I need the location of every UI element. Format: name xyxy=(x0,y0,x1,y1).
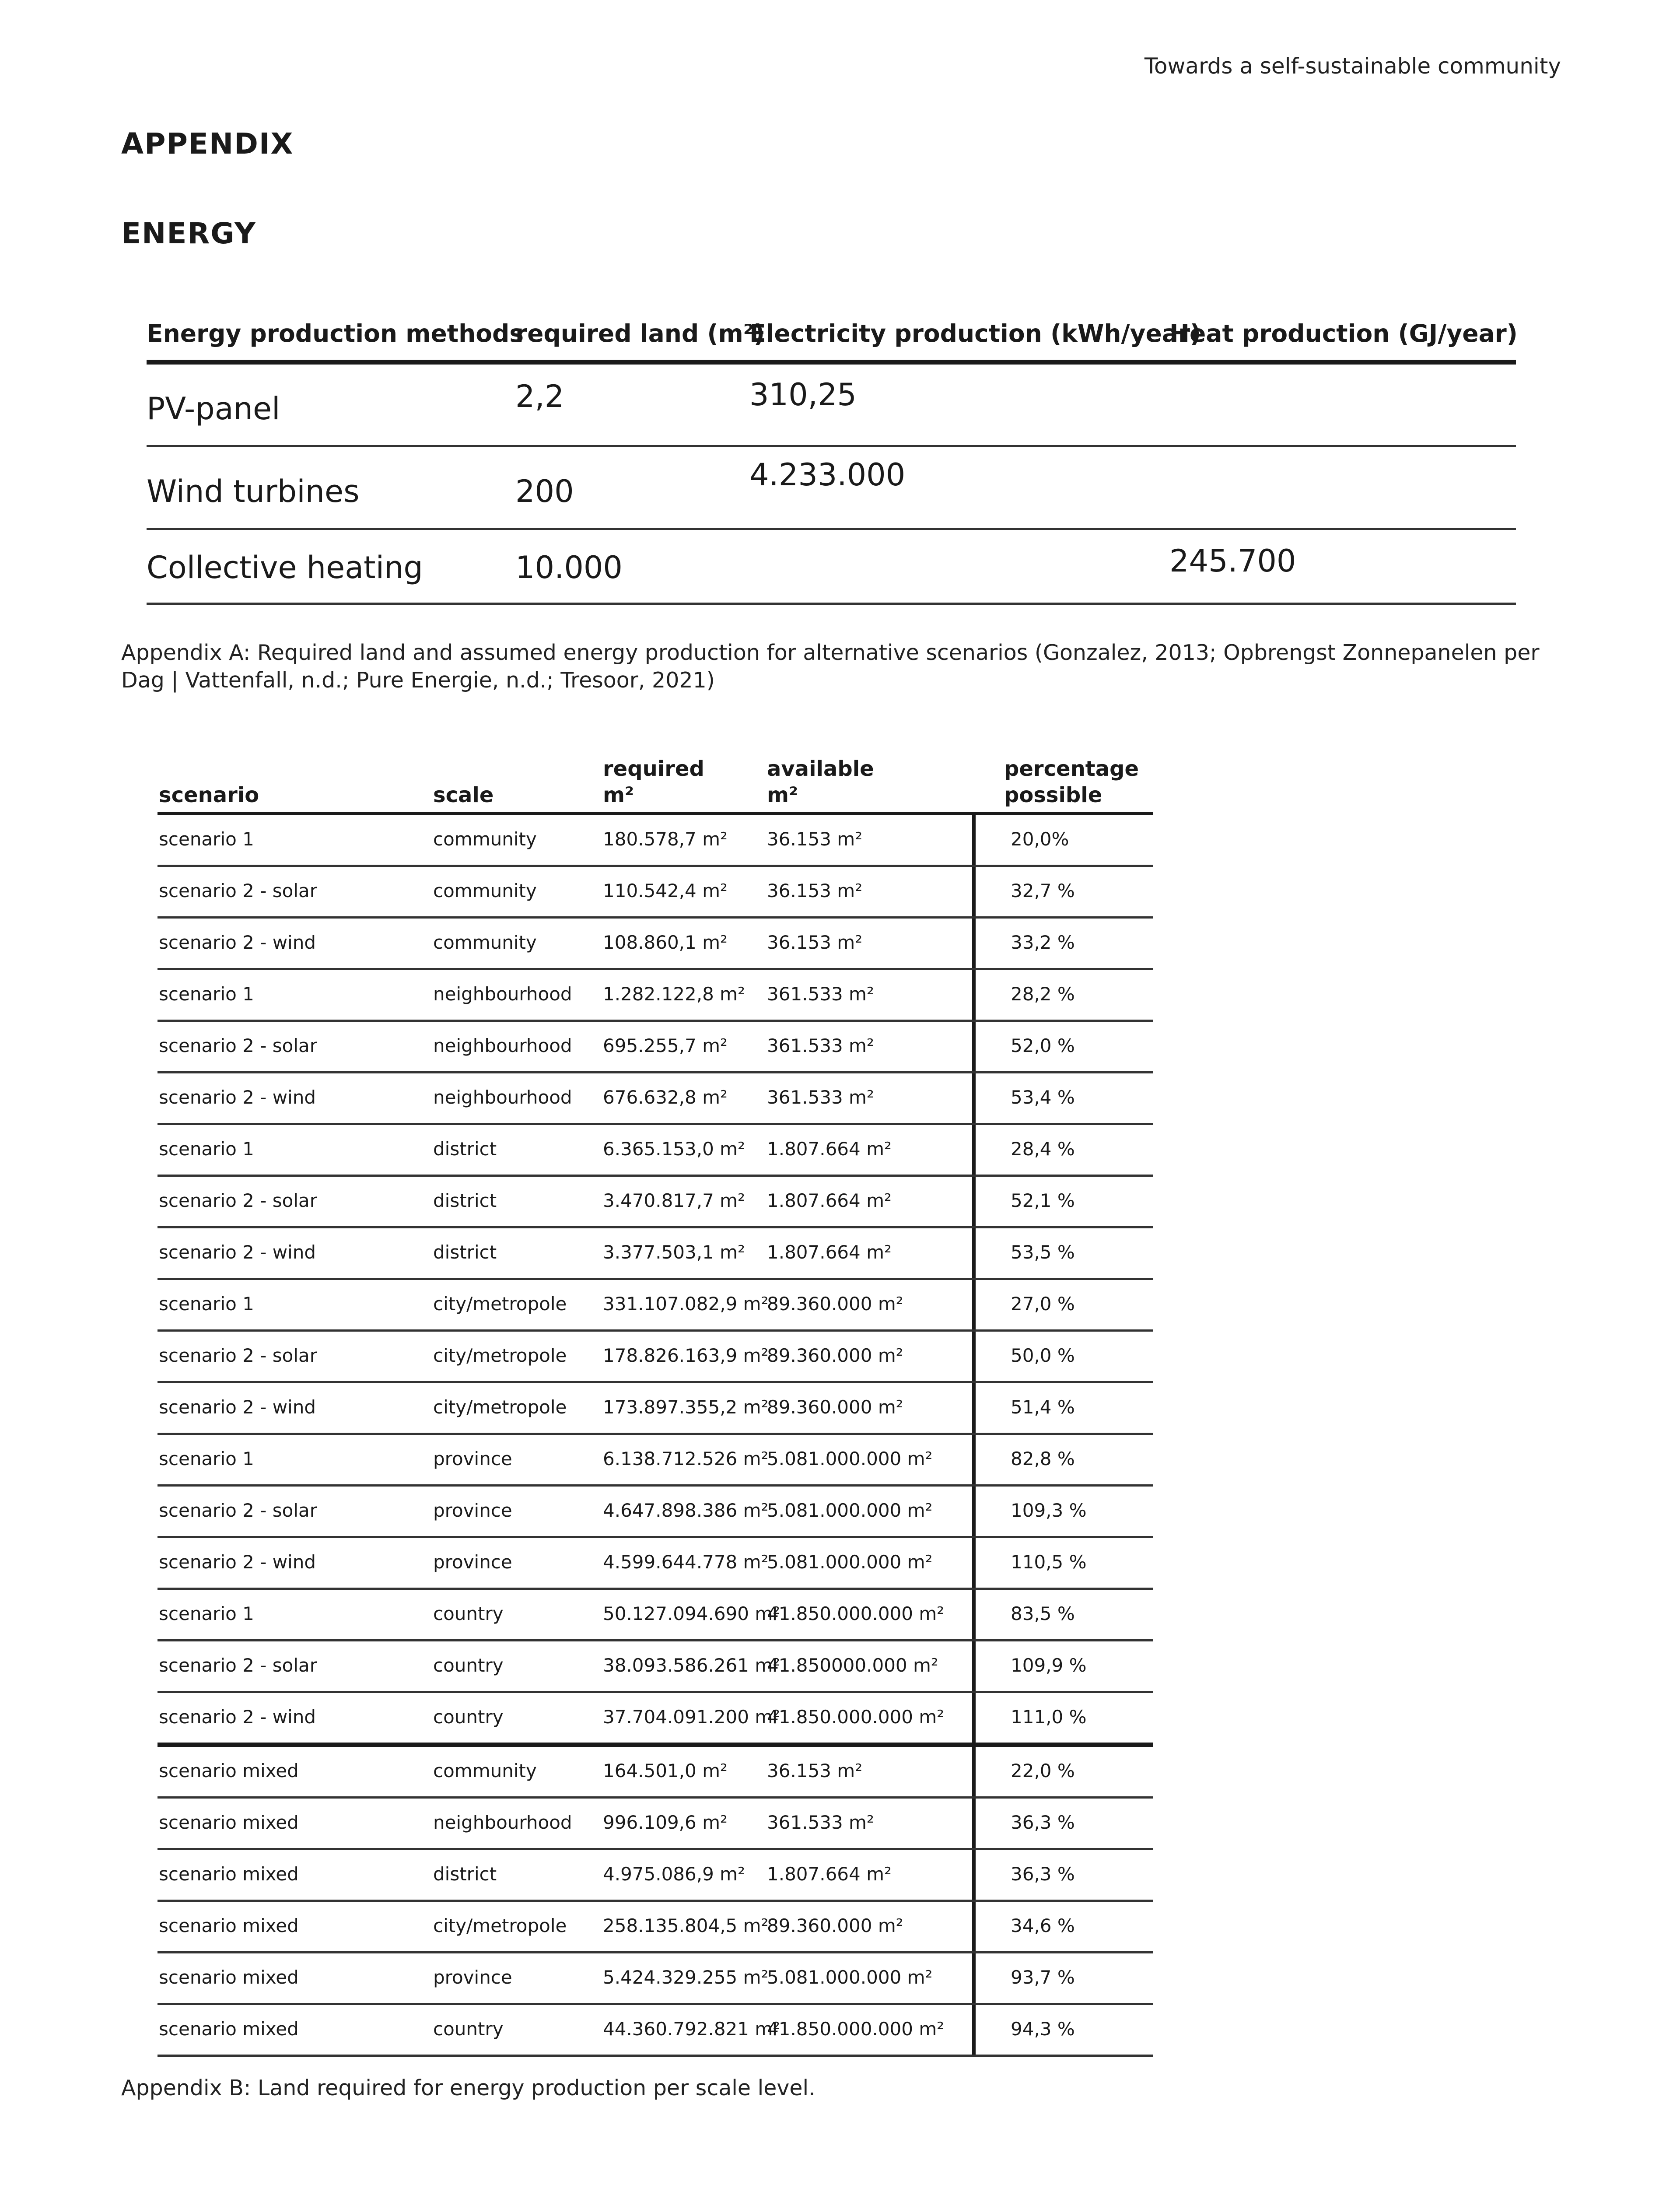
header-heat: Heat production (GJ/year) xyxy=(1169,319,1518,347)
cell-method: Collective heating xyxy=(147,550,423,586)
cell-percentage: 28,4 % xyxy=(1011,1138,1075,1160)
heading-energy: ENERGY xyxy=(121,217,256,250)
energy-production-table xyxy=(147,315,1516,605)
cell-required: 110.542,4 m² xyxy=(603,880,728,901)
cell-required: 180.578,7 m² xyxy=(603,828,728,850)
cell-scale: city/metropole xyxy=(433,1915,567,1936)
table-row xyxy=(158,1073,1153,1125)
cell-required: 6.365.153,0 m² xyxy=(603,1138,745,1160)
cell-available: 1.807.664 m² xyxy=(767,1190,892,1211)
table-row xyxy=(158,1953,1153,2005)
cell-required: 38.093.586.261 m² xyxy=(603,1655,780,1676)
table-row xyxy=(158,1487,1153,1538)
cell-available: 89.360.000 m² xyxy=(767,1345,903,1366)
cell-required: 258.135.804,5 m² xyxy=(603,1915,769,1936)
table-row xyxy=(158,1280,1153,1332)
table-row xyxy=(158,970,1153,1022)
cell-required: 331.107.082,9 m² xyxy=(603,1293,769,1315)
cell-land: 10.000 xyxy=(515,550,623,586)
cell-scenario: scenario 1 xyxy=(159,1603,254,1624)
cell-scenario: scenario 2 - solar xyxy=(159,1345,317,1366)
table-row xyxy=(147,365,1516,447)
table-row xyxy=(158,1590,1153,1641)
cell-scale: country xyxy=(433,2018,504,2040)
cell-required: 4.647.898.386 m² xyxy=(603,1500,769,1521)
caption-appendix-a: Appendix A: Required land and assumed energy production for alternative scenarios (Gonzalez, 2013; Opbrengst Zonnepanelen per Dag | Vattenfall, n.d.; Pure Energie, n.d.; Tresoor, 2021) xyxy=(121,640,1540,693)
cell-percentage: 93,7 % xyxy=(1011,1967,1075,1988)
cell-available: 5.081.000.000 m² xyxy=(767,1500,933,1521)
cell-scenario: scenario mixed xyxy=(159,2018,299,2040)
cell-scenario: scenario mixed xyxy=(159,1915,299,1936)
cell-scale: district xyxy=(433,1863,497,1885)
cell-scenario: scenario 2 - solar xyxy=(159,880,317,901)
land-required-table xyxy=(158,753,1153,2057)
cell-land: 2,2 xyxy=(515,379,564,414)
cell-method: PV-panel xyxy=(147,391,280,427)
cell-scenario: scenario 1 xyxy=(159,983,254,1005)
table-row xyxy=(158,1177,1153,1228)
cell-percentage: 109,9 % xyxy=(1011,1655,1087,1676)
cell-available: 41.850.000.000 m² xyxy=(767,2018,945,2040)
cell-scale: district xyxy=(433,1190,497,1211)
cell-available: 1.807.664 m² xyxy=(767,1138,892,1160)
cell-percentage: 52,1 % xyxy=(1011,1190,1075,1211)
header-method: Energy production methods xyxy=(147,319,524,347)
cell-percentage: 111,0 % xyxy=(1011,1706,1087,1728)
cell-percentage: 51,4 % xyxy=(1011,1396,1075,1418)
cell-available: 41.850000.000 m² xyxy=(767,1655,938,1676)
cell-scenario: scenario 2 - wind xyxy=(159,932,316,953)
cell-available: 361.533 m² xyxy=(767,1087,874,1108)
cell-available: 5.081.000.000 m² xyxy=(767,1551,933,1573)
header-required xyxy=(603,756,704,808)
table-row xyxy=(158,1641,1153,1693)
cell-available: 41.850.000.000 m² xyxy=(767,1603,945,1624)
cell-available: 89.360.000 m² xyxy=(767,1915,903,1936)
table-row xyxy=(158,1693,1153,1747)
cell-scale: country xyxy=(433,1655,504,1676)
cell-electricity: 4.233.000 xyxy=(749,457,906,493)
table-row xyxy=(158,1022,1153,1073)
header-required-line2: m² xyxy=(603,783,634,807)
header-available-line1: available xyxy=(767,757,874,781)
cell-percentage: 52,0 % xyxy=(1011,1035,1075,1056)
cell-available: 361.533 m² xyxy=(767,983,874,1005)
cell-required: 50.127.094.690 m² xyxy=(603,1603,780,1624)
table-row xyxy=(158,1538,1153,1590)
cell-scenario: scenario 2 - wind xyxy=(159,1396,316,1418)
cell-scale: city/metropole xyxy=(433,1396,567,1418)
cell-scale: community xyxy=(433,932,537,953)
cell-percentage: 36,3 % xyxy=(1011,1863,1075,1885)
table-row xyxy=(158,1383,1153,1435)
cell-available: 5.081.000.000 m² xyxy=(767,1967,933,1988)
cell-land: 200 xyxy=(515,473,574,509)
cell-percentage: 50,0 % xyxy=(1011,1345,1075,1366)
cell-percentage: 109,3 % xyxy=(1011,1500,1087,1521)
cell-required: 4.599.644.778 m² xyxy=(603,1551,769,1573)
cell-available: 41.850.000.000 m² xyxy=(767,1706,945,1728)
cell-required: 6.138.712.526 m² xyxy=(603,1448,769,1469)
cell-percentage: 27,0 % xyxy=(1011,1293,1075,1315)
cell-scenario: scenario 2 - wind xyxy=(159,1087,316,1108)
cell-scale: district xyxy=(433,1241,497,1263)
running-header: Towards a self-sustainable community xyxy=(1144,53,1561,79)
cell-scale: province xyxy=(433,1500,512,1521)
cell-scale: community xyxy=(433,880,537,901)
cell-scenario: scenario 1 xyxy=(159,828,254,850)
cell-required: 178.826.163,9 m² xyxy=(603,1345,769,1366)
header-electricity: Electricity production (kWh/year) xyxy=(749,319,1201,347)
table-row xyxy=(158,2005,1153,2057)
table-header xyxy=(158,753,1153,815)
table-row xyxy=(158,867,1153,919)
caption-appendix-b: Appendix B: Land required for energy production per scale level. xyxy=(121,2076,816,2100)
cell-scale: province xyxy=(433,1967,512,1988)
table-body xyxy=(158,815,1153,2057)
cell-percentage: 34,6 % xyxy=(1011,1915,1075,1936)
cell-required: 173.897.355,2 m² xyxy=(603,1396,769,1418)
cell-required: 1.282.122,8 m² xyxy=(603,983,745,1005)
table-row xyxy=(158,1747,1153,1799)
cell-scale: district xyxy=(433,1138,497,1160)
cell-required: 164.501,0 m² xyxy=(603,1760,728,1781)
header-scenario: scenario xyxy=(159,783,259,807)
cell-required: 695.255,7 m² xyxy=(603,1035,728,1056)
cell-required: 37.704.091.200 m² xyxy=(603,1706,780,1728)
cell-available: 89.360.000 m² xyxy=(767,1293,903,1315)
table-row xyxy=(158,1799,1153,1850)
table-row xyxy=(158,1332,1153,1383)
cell-scenario: scenario 2 - solar xyxy=(159,1035,317,1056)
cell-scale: neighbourhood xyxy=(433,1087,572,1108)
cell-percentage: 20,0% xyxy=(1011,828,1069,850)
cell-scale: community xyxy=(433,1760,537,1781)
table-row xyxy=(147,447,1516,530)
cell-percentage: 53,5 % xyxy=(1011,1241,1075,1263)
header-available xyxy=(767,756,874,808)
cell-percentage: 110,5 % xyxy=(1011,1551,1087,1573)
cell-available: 36.153 m² xyxy=(767,828,863,850)
header-scale: scale xyxy=(433,783,494,807)
cell-scenario: scenario mixed xyxy=(159,1812,299,1833)
cell-scale: country xyxy=(433,1706,504,1728)
cell-scenario: scenario 2 - wind xyxy=(159,1551,316,1573)
cell-available: 361.533 m² xyxy=(767,1812,874,1833)
cell-method: Wind turbines xyxy=(147,473,360,509)
cell-available: 89.360.000 m² xyxy=(767,1396,903,1418)
cell-required: 4.975.086,9 m² xyxy=(603,1863,745,1885)
header-available-line2: m² xyxy=(767,783,798,807)
table-row xyxy=(158,1125,1153,1177)
cell-electricity: 310,25 xyxy=(749,377,857,413)
cell-scenario: scenario mixed xyxy=(159,1760,299,1781)
cell-scale: country xyxy=(433,1603,504,1624)
cell-percentage: 22,0 % xyxy=(1011,1760,1075,1781)
cell-percentage: 83,5 % xyxy=(1011,1603,1075,1624)
cell-scale: city/metropole xyxy=(433,1345,567,1366)
cell-scenario: scenario mixed xyxy=(159,1967,299,1988)
header-percentage-line2: possible xyxy=(1004,783,1102,807)
cell-available: 36.153 m² xyxy=(767,1760,863,1781)
cell-available: 5.081.000.000 m² xyxy=(767,1448,933,1469)
header-land: required land (m²) xyxy=(515,319,765,347)
table-row xyxy=(158,1850,1153,1902)
cell-scenario: scenario 2 - wind xyxy=(159,1706,316,1728)
cell-scenario: scenario 2 - solar xyxy=(159,1500,317,1521)
cell-percentage: 53,4 % xyxy=(1011,1087,1075,1108)
table-row xyxy=(158,919,1153,970)
cell-percentage: 36,3 % xyxy=(1011,1812,1075,1833)
cell-required: 3.470.817,7 m² xyxy=(603,1190,745,1211)
cell-scenario: scenario 1 xyxy=(159,1138,254,1160)
cell-percentage: 33,2 % xyxy=(1011,932,1075,953)
cell-scenario: scenario mixed xyxy=(159,1863,299,1885)
header-percentage xyxy=(1004,756,1139,808)
heading-appendix: APPENDIX xyxy=(121,127,294,161)
cell-available: 1.807.664 m² xyxy=(767,1863,892,1885)
table-row xyxy=(147,530,1516,605)
cell-scale: neighbourhood xyxy=(433,1812,572,1833)
cell-scenario: scenario 2 - solar xyxy=(159,1190,317,1211)
cell-scale: neighbourhood xyxy=(433,983,572,1005)
cell-percentage: 28,2 % xyxy=(1011,983,1075,1005)
cell-scale: province xyxy=(433,1448,512,1469)
cell-scenario: scenario 2 - wind xyxy=(159,1241,316,1263)
table-row xyxy=(158,815,1153,867)
cell-available: 361.533 m² xyxy=(767,1035,874,1056)
cell-required: 44.360.792.821 m² xyxy=(603,2018,780,2040)
cell-available: 36.153 m² xyxy=(767,932,863,953)
cell-scale: community xyxy=(433,828,537,850)
cell-available: 1.807.664 m² xyxy=(767,1241,892,1263)
header-required-line1: required xyxy=(603,757,704,781)
cell-percentage: 82,8 % xyxy=(1011,1448,1075,1469)
table-row xyxy=(158,1228,1153,1280)
cell-required: 676.632,8 m² xyxy=(603,1087,728,1108)
table-row xyxy=(158,1902,1153,1953)
cell-required: 996.109,6 m² xyxy=(603,1812,728,1833)
cell-percentage: 32,7 % xyxy=(1011,880,1075,901)
cell-available: 36.153 m² xyxy=(767,880,863,901)
cell-required: 3.377.503,1 m² xyxy=(603,1241,745,1263)
cell-percentage: 94,3 % xyxy=(1011,2018,1075,2040)
cell-heat: 245.700 xyxy=(1169,543,1296,579)
header-percentage-line1: percentage xyxy=(1004,757,1139,781)
cell-scenario: scenario 1 xyxy=(159,1293,254,1315)
cell-required: 5.424.329.255 m² xyxy=(603,1967,769,1988)
cell-scale: neighbourhood xyxy=(433,1035,572,1056)
cell-scenario: scenario 1 xyxy=(159,1448,254,1469)
table-row xyxy=(158,1435,1153,1487)
table-header xyxy=(147,315,1516,365)
cell-required: 108.860,1 m² xyxy=(603,932,728,953)
cell-scenario: scenario 2 - solar xyxy=(159,1655,317,1676)
cell-scale: city/metropole xyxy=(433,1293,567,1315)
cell-scale: province xyxy=(433,1551,512,1573)
